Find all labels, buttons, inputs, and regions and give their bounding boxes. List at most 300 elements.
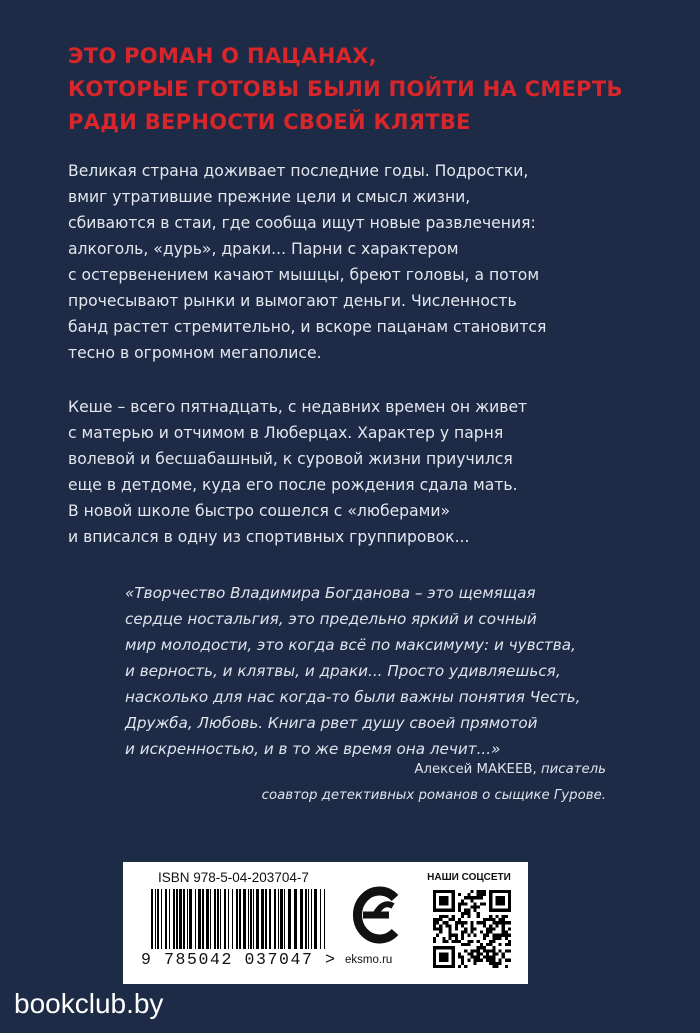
qr-cell <box>439 918 442 921</box>
barcode-bar <box>278 889 279 949</box>
qr-cell <box>508 890 511 912</box>
qr-cell <box>470 927 473 930</box>
qr-cell <box>449 937 452 940</box>
qr-cell <box>452 915 455 918</box>
qr-cell <box>464 927 467 930</box>
qr-cell <box>445 915 448 918</box>
qr-cell <box>433 940 436 943</box>
text-line: прочесывают рынки и вымогают деньги. Численность <box>68 292 517 310</box>
qr-cell <box>486 943 489 946</box>
qr-cell <box>495 934 498 937</box>
qr-cell <box>449 924 452 927</box>
barcode-bar <box>165 889 167 949</box>
text-line: сбиваются в стаи, где сообща ищут новые развлечения: <box>68 214 536 232</box>
qr-cell <box>486 934 489 937</box>
qr-cell <box>474 956 477 959</box>
qr-cell <box>495 962 498 965</box>
qr-code-icon <box>433 890 511 968</box>
qr-cell <box>492 921 495 924</box>
qr-cell <box>502 918 505 921</box>
barcode-bar <box>189 889 192 949</box>
qr-cell <box>489 943 492 946</box>
qr-cell <box>439 915 442 918</box>
qr-cell <box>505 949 508 952</box>
qr-cell <box>474 934 477 937</box>
qr-cell <box>508 943 511 946</box>
qr-cell <box>489 962 492 965</box>
qr-cell <box>508 934 511 937</box>
qr-cell <box>477 890 480 893</box>
barcode-bar <box>151 889 153 949</box>
quote-line: и верность, и клятвы, и драки... Просто удивляешься, <box>125 662 561 680</box>
barcode-bar <box>214 889 216 949</box>
qr-cell <box>433 918 436 921</box>
qr-cell <box>505 931 508 934</box>
qr-cell <box>508 940 511 943</box>
qr-cell <box>464 943 467 946</box>
qr-cell <box>474 896 477 899</box>
qr-cell <box>495 921 498 924</box>
qr-cell <box>495 915 498 918</box>
qr-cell <box>467 934 470 937</box>
qr-cell <box>477 896 480 899</box>
qr-cell <box>489 890 511 893</box>
qr-cell <box>436 921 439 924</box>
qr-cell <box>492 962 495 965</box>
text-line: вмиг утратившие прежние цели и смысл жизни, <box>68 188 471 206</box>
qr-cell <box>495 937 498 940</box>
barcode-bar <box>198 889 201 949</box>
qr-cell <box>486 927 489 930</box>
text-line: алкоголь, «дурь», драки... Парни с характером <box>68 240 459 258</box>
quote-line: «Творчество Владимира Богданова – это щемящая <box>125 584 536 602</box>
qr-cell <box>470 906 473 909</box>
qr-cell <box>433 937 436 940</box>
qr-cell <box>458 902 461 905</box>
qr-cell <box>499 943 502 946</box>
qr-cell <box>467 915 470 918</box>
barcode-bar <box>173 889 175 949</box>
qr-cell <box>470 949 473 952</box>
qr-cell <box>464 902 467 905</box>
qr-cell <box>486 949 489 952</box>
barcode-digits: 9 785042 037047 > <box>141 950 337 969</box>
qr-cell <box>455 940 458 943</box>
qr-cell <box>505 965 508 968</box>
barcode-bar <box>155 889 156 949</box>
qr-cell <box>483 902 486 905</box>
qr-cell <box>461 959 464 962</box>
text-line: и вписался в одну из спортивных группировок... <box>68 528 470 546</box>
qr-cell <box>489 949 492 952</box>
qr-cell <box>461 912 464 915</box>
barcode-bar <box>157 889 159 949</box>
barcode <box>149 889 331 949</box>
qr-cell <box>470 956 473 959</box>
qr-cell <box>449 927 452 930</box>
qr-cell <box>499 937 502 940</box>
qr-cell <box>449 934 452 937</box>
qr-cell <box>433 946 436 968</box>
qr-cell <box>508 949 511 952</box>
qr-cell <box>464 896 467 899</box>
qr-cell <box>499 962 502 965</box>
qr-cell <box>458 909 461 912</box>
qr-cell <box>489 940 492 943</box>
qr-cell <box>439 931 442 934</box>
barcode-bar <box>176 889 178 949</box>
barcode-bar <box>324 889 325 949</box>
qr-cell <box>439 896 448 905</box>
qr-cell <box>455 934 458 937</box>
text-line: с матерью и отчимом в Люберцах. Характер у парня <box>68 424 504 442</box>
qr-cell <box>461 937 464 940</box>
qr-cell <box>489 909 511 912</box>
qr-cell <box>458 952 461 955</box>
qr-cell <box>433 921 436 924</box>
synopsis-paragraph-1 <box>68 158 628 366</box>
qr-cell <box>452 940 455 943</box>
qr-cell <box>480 902 483 905</box>
qr-cell <box>492 952 495 955</box>
barcode-bar <box>179 889 182 949</box>
qr-cell <box>499 921 502 924</box>
qr-cell <box>477 946 480 949</box>
qr-cell <box>489 956 492 959</box>
barcode-bar <box>195 889 196 949</box>
qr-cell <box>461 899 464 902</box>
barcode-bar <box>236 889 238 949</box>
quote-line: Дружба, Любовь. Книга рвет душу своей прямотой <box>125 714 538 732</box>
text-line: Великая страна доживает последние годы. Подростки, <box>68 162 529 180</box>
qr-cell <box>477 912 480 915</box>
qr-cell <box>470 890 473 893</box>
qr-cell <box>445 940 448 943</box>
qr-cell <box>467 943 470 946</box>
qr-cell <box>458 965 461 968</box>
qr-cell <box>464 912 467 915</box>
qr-cell <box>483 918 486 921</box>
eksmo-logo-icon <box>349 884 405 946</box>
quote-attribution <box>262 757 606 809</box>
qr-cell <box>480 946 483 949</box>
qr-cell <box>477 959 480 962</box>
qr-cell <box>458 893 461 896</box>
qr-cell <box>495 965 498 968</box>
qr-cell <box>483 921 486 924</box>
barcode-bar <box>161 889 162 949</box>
qr-cell <box>474 902 477 905</box>
barcode-panel <box>123 862 528 984</box>
qr-cell <box>492 946 495 949</box>
qr-cell <box>502 934 505 937</box>
qr-cell <box>455 927 458 930</box>
qr-cell <box>474 906 477 909</box>
barcode-bar <box>320 889 321 949</box>
qr-cell <box>474 909 477 912</box>
qr-cell <box>502 927 505 930</box>
qr-cell <box>492 927 495 930</box>
barcode-bar <box>269 889 271 949</box>
qr-cell <box>495 924 498 927</box>
qr-cell <box>489 927 492 930</box>
barcode-bar <box>284 889 285 949</box>
qr-cell <box>433 927 436 930</box>
qr-cell <box>483 946 486 949</box>
qr-cell <box>477 940 480 943</box>
qr-cell <box>470 899 473 902</box>
qr-cell <box>433 890 436 912</box>
qr-cell <box>452 934 455 937</box>
qr-cell <box>483 937 486 940</box>
qr-cell <box>433 909 455 912</box>
qr-cell <box>442 915 445 918</box>
qr-cell <box>449 931 452 934</box>
headline-line: ЭТО РОМАН О ПАЦАНАХ, <box>68 44 377 68</box>
barcode-bar <box>232 889 233 949</box>
quote-line: насколько для нас когда-то были важны понятия Честь, <box>125 688 581 706</box>
review-quote <box>125 580 580 762</box>
qr-cell <box>458 940 461 943</box>
qr-cell <box>492 937 495 940</box>
social-label: НАШИ СОЦСЕТИ <box>427 872 511 883</box>
qr-cell <box>477 906 480 909</box>
qr-cell <box>452 890 455 912</box>
qr-cell <box>461 921 464 924</box>
qr-cell <box>489 890 492 912</box>
qr-cell <box>489 918 492 921</box>
qr-cell <box>489 959 492 962</box>
qr-cell <box>436 918 439 921</box>
watermark-text: bookclub.by <box>14 988 164 1019</box>
qr-cell <box>486 956 489 959</box>
isbn-text: ISBN 978-5-04-203704-7 <box>158 870 309 885</box>
qr-cell <box>480 921 483 924</box>
qr-cell <box>433 890 455 893</box>
barcode-bar <box>261 889 264 949</box>
qr-cell <box>458 906 461 909</box>
qr-cell <box>480 896 483 899</box>
qr-cell <box>455 921 458 924</box>
qr-cell <box>461 962 464 965</box>
qr-cell <box>483 949 486 952</box>
qr-cell <box>477 921 480 924</box>
qr-cell <box>433 965 455 968</box>
barcode-bar <box>169 889 170 949</box>
barcode-bar <box>206 889 209 949</box>
barcode-bar <box>183 889 185 949</box>
qr-cell <box>508 921 511 924</box>
barcode-bar <box>314 889 317 949</box>
qr-cell <box>474 962 477 965</box>
qr-cell <box>483 890 486 893</box>
qr-cell <box>505 921 508 924</box>
qr-cell <box>470 940 473 943</box>
attribution-detail: соавтор детективных романов о сыщике Гурове. <box>261 788 606 803</box>
qr-cell <box>505 915 508 918</box>
qr-cell <box>470 896 473 899</box>
qr-cell <box>505 934 508 937</box>
barcode-bar <box>274 889 276 949</box>
qr-cell <box>470 924 473 927</box>
barcode-bar <box>253 889 254 949</box>
qr-cell <box>508 959 511 962</box>
qr-cell <box>505 937 508 940</box>
qr-cell <box>477 949 480 952</box>
qr-cell <box>492 959 495 962</box>
qr-cell <box>470 952 473 955</box>
qr-cell <box>455 924 458 927</box>
text-line: Кеше – всего пятнадцать, с недавних времен он живет <box>68 398 528 416</box>
synopsis-paragraph-2 <box>68 394 628 550</box>
qr-cell <box>467 959 470 962</box>
barcode-bar <box>210 889 211 949</box>
barcode-bar <box>202 889 204 949</box>
qr-cell <box>445 921 448 924</box>
qr-cell <box>439 924 442 927</box>
qr-cell <box>470 921 473 924</box>
text-line: с остервенением качают мышцы, бреют головы, а потом <box>68 266 540 284</box>
barcode-bar <box>224 889 226 949</box>
headline <box>68 40 623 139</box>
barcode-bar <box>239 889 241 949</box>
qr-cell <box>464 921 467 924</box>
qr-cell <box>464 931 467 934</box>
qr-cell <box>442 937 445 940</box>
qr-cell <box>449 918 452 921</box>
qr-cell <box>489 931 492 934</box>
barcode-bar <box>220 889 221 949</box>
qr-cell <box>505 943 508 946</box>
qr-cell <box>433 946 455 949</box>
text-line: тесно в огромном мегаполисе. <box>68 344 322 362</box>
qr-cell <box>433 924 436 927</box>
barcode-bar <box>305 889 307 949</box>
qr-cell <box>492 918 495 921</box>
qr-cell <box>467 952 470 955</box>
qr-cell <box>442 921 445 924</box>
qr-cell <box>486 918 489 921</box>
qr-cell <box>495 952 498 955</box>
qr-cell <box>499 959 502 962</box>
qr-cell <box>474 949 477 952</box>
barcode-bar <box>294 889 297 949</box>
qr-cell <box>461 934 464 937</box>
qr-cell <box>489 915 492 918</box>
barcode-bar <box>280 889 283 949</box>
qr-cell <box>467 912 470 915</box>
qr-cell <box>461 956 464 959</box>
barcode-bar <box>311 889 312 949</box>
qr-cell <box>467 940 470 943</box>
barcode-bar <box>228 889 229 949</box>
qr-cell <box>436 927 439 930</box>
qr-cell <box>480 893 483 896</box>
qr-cell <box>492 956 495 959</box>
attribution-name: Алексей МАКЕЕВ, <box>414 762 537 777</box>
barcode-bar <box>187 889 188 949</box>
qr-cell <box>439 952 448 961</box>
qr-cell <box>480 952 483 955</box>
publisher-url: eksmo.ru <box>345 954 393 966</box>
qr-cell <box>458 918 461 921</box>
qr-cell <box>492 949 495 952</box>
qr-cell <box>467 909 470 912</box>
qr-cell <box>492 940 495 943</box>
text-line: волевой и бесшабашный, к суровой жизни приучился <box>68 450 513 468</box>
quote-line: сердце ностальгия, это предельно яркий и сочный <box>125 610 537 628</box>
qr-cell <box>480 890 483 893</box>
qr-cell <box>502 915 505 918</box>
barcode-bar <box>265 889 267 949</box>
qr-cell <box>442 940 445 943</box>
qr-cell <box>486 952 489 955</box>
qr-cell <box>502 921 505 924</box>
qr-cell <box>502 924 505 927</box>
qr-cell <box>480 931 483 934</box>
qr-cell <box>499 934 502 937</box>
qr-cell <box>439 927 442 930</box>
qr-cell <box>489 924 492 927</box>
attribution-role: писатель <box>540 762 606 777</box>
qr-cell <box>458 956 461 959</box>
qr-cell <box>461 924 464 927</box>
text-line: банд растет стремительно, и вскоре пацанам становится <box>68 318 547 336</box>
quote-line: и искренностью, и в то же время она лечит...» <box>125 740 501 758</box>
qr-cell <box>495 896 504 905</box>
quote-line: мир молодости, это когда всё по максимуму: и чувства, <box>125 636 576 654</box>
qr-cell <box>480 943 483 946</box>
qr-cell <box>467 896 470 899</box>
barcode-bar <box>243 889 246 949</box>
barcode-bar <box>300 889 303 949</box>
text-line: еще в детдоме, куда его после рождения сдала мать. <box>68 476 518 494</box>
barcode-bar <box>217 889 219 949</box>
qr-cell <box>455 937 458 940</box>
qr-cell <box>464 909 467 912</box>
qr-cell <box>464 965 467 968</box>
barcode-bar <box>308 889 309 949</box>
qr-cell <box>505 959 508 962</box>
qr-cell <box>492 934 495 937</box>
qr-cell <box>502 931 505 934</box>
qr-cell <box>483 956 486 959</box>
qr-cell <box>445 924 448 927</box>
barcode-bar <box>248 889 249 949</box>
qr-cell <box>480 959 483 962</box>
qr-cell <box>483 924 486 927</box>
text-line: В новой школе быстро сошелся с «люберами» <box>68 502 451 520</box>
qr-cell <box>499 949 502 952</box>
qr-cell <box>499 918 502 921</box>
headline-line: КОТОРЫЕ ГОТОВЫ БЫЛИ ПОЙТИ НА СМЕРТЬ <box>68 77 623 101</box>
qr-cell <box>461 931 464 934</box>
barcode-bar <box>250 889 252 949</box>
qr-cell <box>477 893 480 896</box>
qr-cell <box>461 915 464 918</box>
qr-cell <box>461 943 464 946</box>
qr-cell <box>508 927 511 930</box>
barcode-bar <box>256 889 259 949</box>
qr-cell <box>458 921 461 924</box>
qr-cell <box>477 956 480 959</box>
qr-cell <box>452 918 455 921</box>
qr-cell <box>474 927 477 930</box>
qr-cell <box>464 949 467 952</box>
qr-cell <box>492 965 495 968</box>
qr-cell <box>486 931 489 934</box>
qr-cell <box>486 959 489 962</box>
